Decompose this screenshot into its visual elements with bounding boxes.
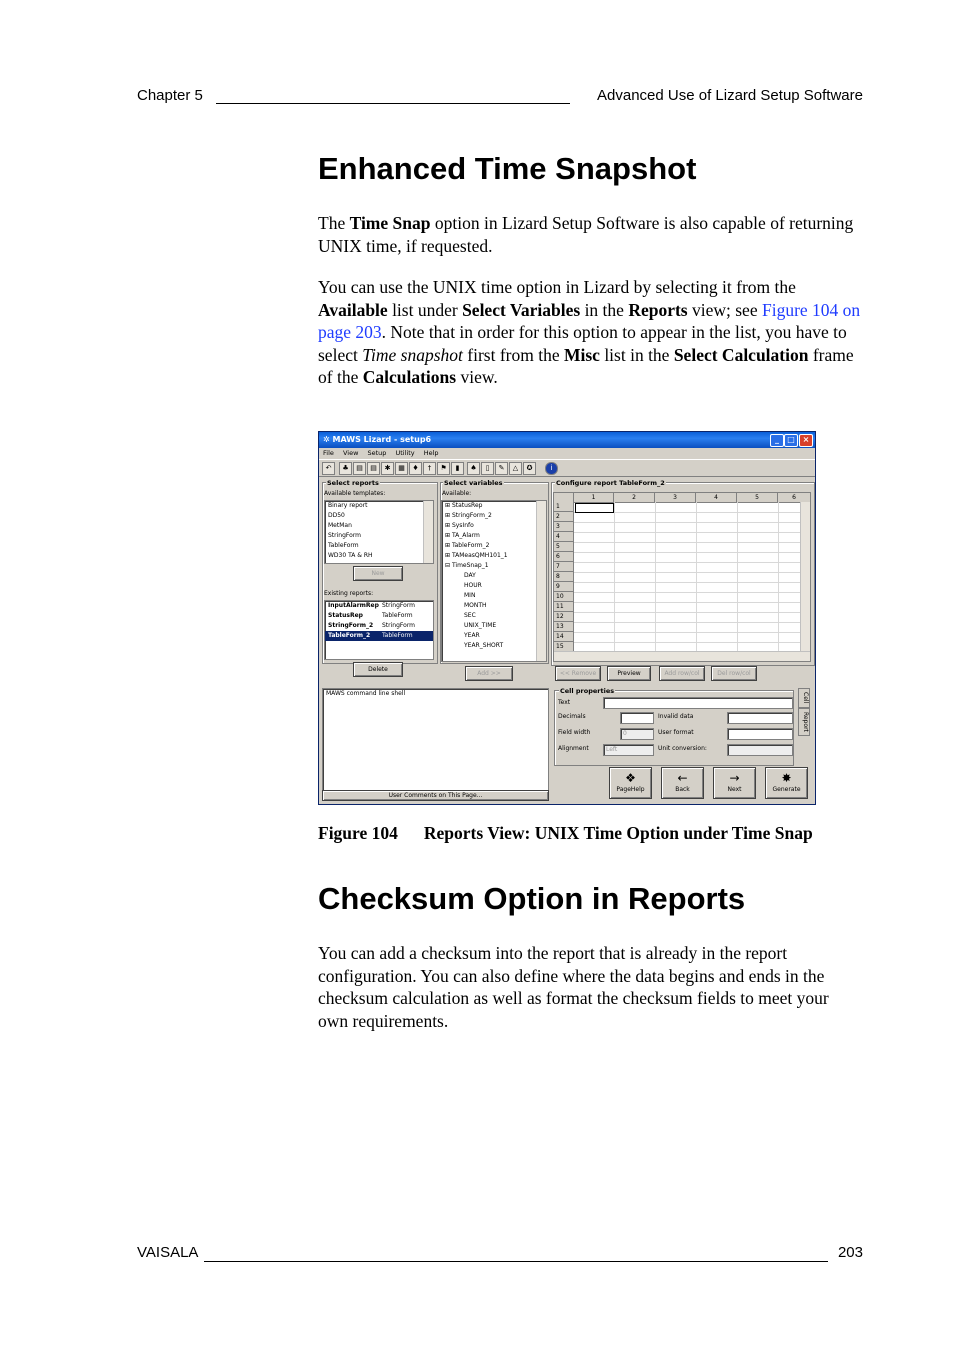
alignment-select[interactable]: Left: [603, 744, 654, 756]
footer-company: VAISALA: [137, 1244, 199, 1261]
report-grid[interactable]: [553, 492, 811, 662]
field-width-label: Field width: [558, 729, 591, 736]
column-header[interactable]: 5: [737, 493, 778, 503]
figure-caption: Figure 104 Reports View: UNIX Time Option under Time Snap: [318, 823, 813, 843]
unit-conversion-select[interactable]: [727, 744, 793, 756]
tab-cell[interactable]: Cell: [798, 688, 810, 708]
column-header[interactable]: 2: [614, 493, 655, 503]
row-header[interactable]: 12: [554, 612, 574, 622]
undo-icon[interactable]: ↶: [322, 462, 335, 475]
list-item[interactable]: Binary report: [328, 502, 368, 509]
grid-line: [574, 622, 801, 623]
section-heading-time-snapshot: Enhanced Time Snapshot: [318, 151, 697, 186]
field-width-input[interactable]: 0: [620, 728, 654, 740]
new-report-button[interactable]: New: [353, 566, 403, 581]
remove-button[interactable]: << Remove: [555, 666, 601, 681]
tree-node[interactable]: ⊞ TA_Alarm: [445, 532, 480, 539]
tree-leaf-unix-time[interactable]: UNIX_TIME: [464, 622, 497, 629]
templates-list[interactable]: [324, 500, 434, 564]
list-item[interactable]: TableForm: [328, 542, 359, 549]
cell-properties-label: Cell properties: [560, 687, 615, 695]
column-header[interactable]: 3: [655, 493, 696, 503]
existing-reports-label: Existing reports:: [324, 590, 374, 597]
menu-file[interactable]: File: [323, 449, 334, 457]
grid-line: [574, 632, 801, 633]
figure-link[interactable]: Figure 104 on page 203: [318, 299, 861, 342]
tree-leaf[interactable]: MONTH: [464, 602, 487, 609]
menu-bar: [319, 448, 815, 459]
grid-icon[interactable]: ▦: [395, 462, 408, 475]
preview-button[interactable]: Preview: [607, 666, 651, 681]
maximize-icon[interactable]: □: [784, 434, 798, 447]
grid-line: [614, 502, 615, 652]
back-button[interactable]: ← Back: [661, 767, 704, 799]
collapse-icon: ⊟: [445, 562, 452, 569]
column-header[interactable]: 1: [574, 493, 614, 503]
network-icon[interactable]: ♣: [339, 462, 352, 475]
sensor-icon[interactable]: ♦: [409, 462, 422, 475]
row-header[interactable]: 15: [554, 642, 574, 652]
tree-leaf[interactable]: SEC: [464, 612, 476, 619]
grid-line: [737, 502, 738, 652]
text-input[interactable]: [603, 697, 793, 709]
available-templates-label: Available templates:: [324, 490, 386, 497]
lizard-window-screenshot: [318, 431, 816, 805]
header-rule: [216, 103, 570, 104]
grid-line: [574, 602, 801, 603]
text-label: Text: [558, 699, 571, 706]
page-icon[interactable]: ▯: [481, 462, 494, 475]
table-row-selected[interactable]: TableForm_2 TableForm: [325, 631, 433, 641]
window-titlebar: [319, 432, 815, 448]
invalid-data-label: Invalid data: [658, 713, 694, 720]
user-comments-button[interactable]: User Comments on This Page...: [322, 790, 549, 801]
row-header[interactable]: 8: [554, 572, 574, 582]
grid-line: [574, 532, 801, 533]
close-icon[interactable]: ×: [799, 434, 813, 447]
row-header[interactable]: 13: [554, 622, 574, 632]
list-item[interactable]: MetMan: [328, 522, 352, 529]
configure-report-label: Configure report TableForm_2: [556, 479, 665, 487]
table-row[interactable]: InputAlarmRep StringForm: [328, 602, 416, 609]
grid-line: [574, 522, 801, 523]
tree-leaf[interactable]: YEAR_SHORT: [464, 642, 504, 649]
list-item[interactable]: StringForm: [328, 532, 362, 539]
expand-icon: ⊞: [445, 522, 452, 529]
grid-line: [655, 502, 656, 652]
expand-icon: ⊞: [445, 542, 452, 549]
unit-conversion-label: Unit conversion:: [658, 745, 707, 752]
chapter-label: Chapter 5: [137, 87, 203, 104]
row-header[interactable]: 6: [554, 552, 574, 562]
row-header[interactable]: 7: [554, 562, 574, 572]
row-header[interactable]: 10: [554, 592, 574, 602]
settings-icon[interactable]: ✪: [523, 462, 536, 475]
paragraph-unix-option: You can use the UNIX time option in Lizard by selecting it from the Available list under Select Variables in the Reports view; see Figure 104 on page 203. Note that in order for this option to appear in the list, you have to select Time snapshot first from the Misc list in the Select Calculation frame of the Calculations view.: [318, 277, 861, 387]
available-label: Available:: [442, 490, 472, 497]
shell-text: MAWS command line shell: [326, 690, 406, 697]
arrow-right-icon: →: [729, 771, 740, 785]
add-variable-button[interactable]: Add >>: [465, 666, 513, 681]
tree-leaf[interactable]: MIN: [464, 592, 476, 599]
tree-leaf[interactable]: DAY: [464, 572, 476, 579]
mast-icon[interactable]: †: [423, 462, 436, 475]
grid-line: [574, 572, 801, 573]
app-icon: ✲: [323, 435, 333, 444]
footer-rule: [204, 1261, 828, 1262]
flag-icon[interactable]: ⚑: [437, 462, 450, 475]
alignment-label: Alignment: [558, 745, 589, 752]
grid-line: [574, 582, 801, 583]
tree-leaf[interactable]: HOUR: [464, 582, 482, 589]
command-shell[interactable]: [322, 688, 549, 794]
row-header[interactable]: 11: [554, 602, 574, 612]
menu-utility[interactable]: Utility: [395, 449, 415, 457]
expand-icon: ⊞: [445, 532, 452, 539]
select-variables-label: Select variables: [444, 479, 503, 487]
device-alt-icon[interactable]: ▤: [367, 462, 380, 475]
expand-icon: ⊞: [445, 512, 452, 519]
grid-line: [574, 592, 801, 593]
existing-reports-list[interactable]: [324, 600, 434, 660]
info-icon[interactable]: i: [545, 462, 558, 475]
grid-hscroll[interactable]: [554, 651, 810, 661]
tree-leaf[interactable]: YEAR: [464, 632, 480, 639]
delete-report-button[interactable]: Delete: [353, 662, 403, 677]
menu-view[interactable]: View: [342, 449, 359, 457]
row-header[interactable]: 14: [554, 632, 574, 642]
row-header[interactable]: 9: [554, 582, 574, 592]
del-row-col-button[interactable]: Del row/col: [711, 666, 757, 681]
pencil-icon[interactable]: ✎: [495, 462, 508, 475]
templates-scrollbar[interactable]: [423, 501, 433, 563]
table-row[interactable]: StringForm_2 StringForm: [328, 622, 416, 629]
expand-icon: ⊞: [445, 552, 452, 559]
page-number: 203: [837, 1244, 863, 1261]
tree-node[interactable]: ⊞ SysInfo: [445, 522, 474, 529]
add-row-col-button[interactable]: Add row/col: [659, 666, 705, 681]
invalid-data-input[interactable]: [727, 712, 793, 724]
menu-setup[interactable]: Setup: [367, 449, 387, 457]
row-header[interactable]: 2: [554, 512, 574, 522]
paragraph-checksum: You can add a checksum into the report that is already in the report configuration. You can also define where the data begins and ends in the checksum calculation as well as format the checksum fields to meet your own requirements.: [318, 943, 829, 1031]
help-icon: ❖: [625, 771, 636, 785]
paragraph-time-snap: The Time Snap option in Lizard Setup Software is also capable of returning UNIX time, if requested.: [318, 213, 854, 256]
section-heading-checksum: Checksum Option in Reports: [318, 881, 746, 916]
toolbar: [319, 459, 815, 477]
tree-node[interactable]: ⊞ TAMeasQMH101_1: [445, 552, 508, 559]
menu-help[interactable]: Help: [423, 449, 439, 457]
row-header[interactable]: 5: [554, 542, 574, 552]
device-icon[interactable]: ▤: [353, 462, 366, 475]
grid-line: [696, 502, 697, 652]
grid-line: [574, 642, 801, 643]
minimize-icon[interactable]: _: [770, 434, 784, 447]
generate-button[interactable]: ✸ Generate: [765, 767, 808, 799]
user-format-input[interactable]: [727, 728, 793, 740]
tree-node[interactable]: ⊞ TableForm_2: [445, 542, 490, 549]
row-header[interactable]: 3: [554, 522, 574, 532]
expand-icon: ⊞: [445, 502, 452, 509]
grid-line: [574, 562, 801, 563]
row-header[interactable]: 4: [554, 532, 574, 542]
bell-icon[interactable]: △: [509, 462, 522, 475]
window-title: MAWS Lizard - setup6: [332, 435, 432, 444]
tree-node[interactable]: ⊞ StatusRep: [445, 502, 483, 509]
list-item[interactable]: WD30 TA & RH: [328, 552, 373, 559]
grid-vscroll[interactable]: [800, 502, 810, 652]
logic-icon[interactable]: ♠: [467, 462, 480, 475]
variables-tree[interactable]: [441, 500, 547, 662]
next-button[interactable]: → Next: [713, 767, 756, 799]
column-header[interactable]: 6: [778, 493, 811, 503]
list-item[interactable]: DD50: [328, 512, 345, 519]
variables-scrollbar[interactable]: [536, 501, 546, 661]
grid-line: [778, 502, 779, 652]
pagehelp-button[interactable]: ❖ PageHelp: [609, 767, 652, 799]
wind-icon[interactable]: ✱: [381, 462, 394, 475]
grid-line: [574, 542, 801, 543]
decimals-label: Decimals: [558, 713, 586, 720]
user-format-label: User format: [658, 729, 694, 736]
row-header[interactable]: 1: [554, 502, 574, 512]
chart-icon[interactable]: ▮: [451, 462, 464, 475]
select-reports-label: Select reports: [327, 479, 379, 487]
arrow-left-icon: ←: [677, 771, 688, 785]
tab-report[interactable]: Report: [798, 708, 810, 736]
decimals-input[interactable]: [620, 712, 654, 724]
chapter-title: Advanced Use of Lizard Setup Software: [597, 87, 863, 104]
column-header[interactable]: 4: [696, 493, 737, 503]
generate-icon: ✸: [781, 771, 792, 785]
tree-node[interactable]: ⊞ StringForm_2: [445, 512, 492, 519]
grid-line: [574, 552, 801, 553]
tree-node-expanded[interactable]: ⊟ TimeSnap_1: [445, 562, 489, 569]
selected-cell[interactable]: [575, 503, 614, 513]
table-row[interactable]: StatusRep TableForm: [328, 612, 413, 619]
grid-line: [574, 612, 801, 613]
